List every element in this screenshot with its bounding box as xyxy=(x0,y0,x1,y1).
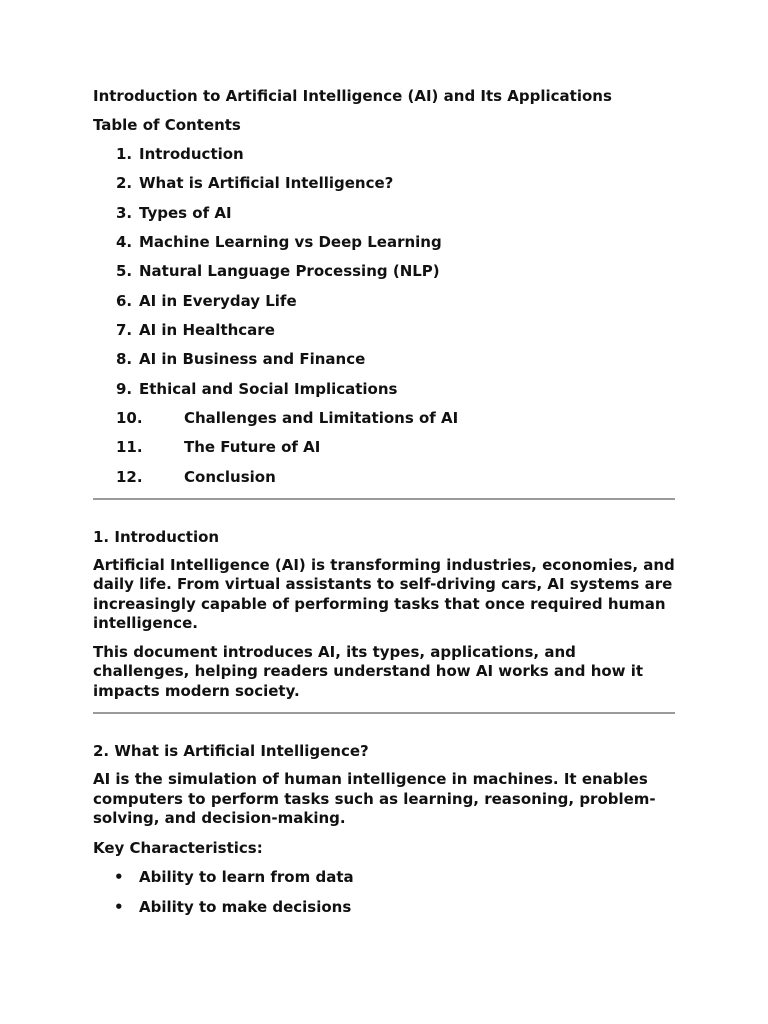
toc-item xyxy=(93,261,675,281)
key-characteristics-list xyxy=(93,867,675,917)
toc-item-label: Introduction xyxy=(139,145,244,163)
toc-item-number: 11. xyxy=(116,438,143,457)
list-item xyxy=(93,897,675,917)
toc-item-number: 7. xyxy=(116,321,133,340)
toc-item xyxy=(93,349,675,369)
section-heading: 1. Introduction xyxy=(93,527,220,546)
section-what-is-ai xyxy=(93,714,675,917)
toc-item xyxy=(93,232,675,252)
toc-item xyxy=(93,437,675,457)
toc-item-label: AI in Business and Finance xyxy=(139,350,366,369)
table-of-contents xyxy=(93,144,675,487)
toc-item-number: 9. xyxy=(116,379,133,398)
toc-item xyxy=(93,467,675,487)
section-paragraph: AI is the simulation of human intelligence in machines. It enables computers to perform tasks such as learning, reasoning, problem-solving, and decision-making. xyxy=(93,770,656,828)
document-page xyxy=(93,86,675,926)
bullet-icon: • xyxy=(114,868,124,887)
toc-item-number: 12. xyxy=(116,467,143,486)
toc-item-number: 8. xyxy=(116,350,133,369)
toc-item-label: AI in Healthcare xyxy=(139,321,275,340)
toc-item-label: What is Artificial Intelligence? xyxy=(139,174,394,193)
section-paragraph: This document introduces AI, its types, applications, and challenges, helping readers understand how AI works and how it impacts modern society. xyxy=(93,642,644,700)
toc-item-label: AI in Everyday Life xyxy=(139,291,297,310)
toc-item xyxy=(93,144,675,164)
toc-item-label: The Future of AI xyxy=(184,438,321,457)
section-heading: 2. What is Artificial Intelligence? xyxy=(93,742,369,761)
toc-item-number: 2. xyxy=(116,174,133,193)
bullet-icon: • xyxy=(114,897,124,916)
toc-item xyxy=(93,203,675,223)
toc-item xyxy=(93,408,675,428)
toc-item xyxy=(93,173,675,193)
toc-item xyxy=(93,379,675,399)
toc-item-label: Machine Learning vs Deep Learning xyxy=(139,233,442,252)
list-item xyxy=(93,867,675,887)
toc-item-label: Challenges and Limitations of AI xyxy=(184,409,459,428)
document-title: Introduction to Artificial Intelligence (AI) and Its Applications xyxy=(93,87,612,105)
toc-item-number: 1. xyxy=(116,145,133,163)
toc-item-label: Conclusion xyxy=(184,467,276,486)
list-item-label: Ability to make decisions xyxy=(139,897,352,916)
toc-item-number: 6. xyxy=(116,291,133,310)
section-paragraph: Artificial Intelligence (AI) is transforming industries, economies, and daily life. From virtual assistants to self-driving cars, AI systems are increasingly capable of performing tasks that once required human intelligence. xyxy=(93,555,675,633)
key-characteristics-heading: Key Characteristics: xyxy=(93,838,263,857)
toc-item-number: 10. xyxy=(116,409,143,428)
section-introduction xyxy=(93,500,675,702)
list-item-label: Ability to learn from data xyxy=(139,868,354,887)
toc-item-number: 3. xyxy=(116,203,133,222)
toc-item-label: Types of AI xyxy=(139,203,232,222)
toc-item xyxy=(93,291,675,311)
toc-item-label: Ethical and Social Implications xyxy=(139,379,398,398)
toc-item-label: Natural Language Processing (NLP) xyxy=(139,262,440,281)
toc-item-number: 5. xyxy=(116,262,133,281)
toc-item-number: 4. xyxy=(116,233,133,252)
toc-item xyxy=(93,320,675,340)
toc-heading: Table of Contents xyxy=(93,116,241,134)
